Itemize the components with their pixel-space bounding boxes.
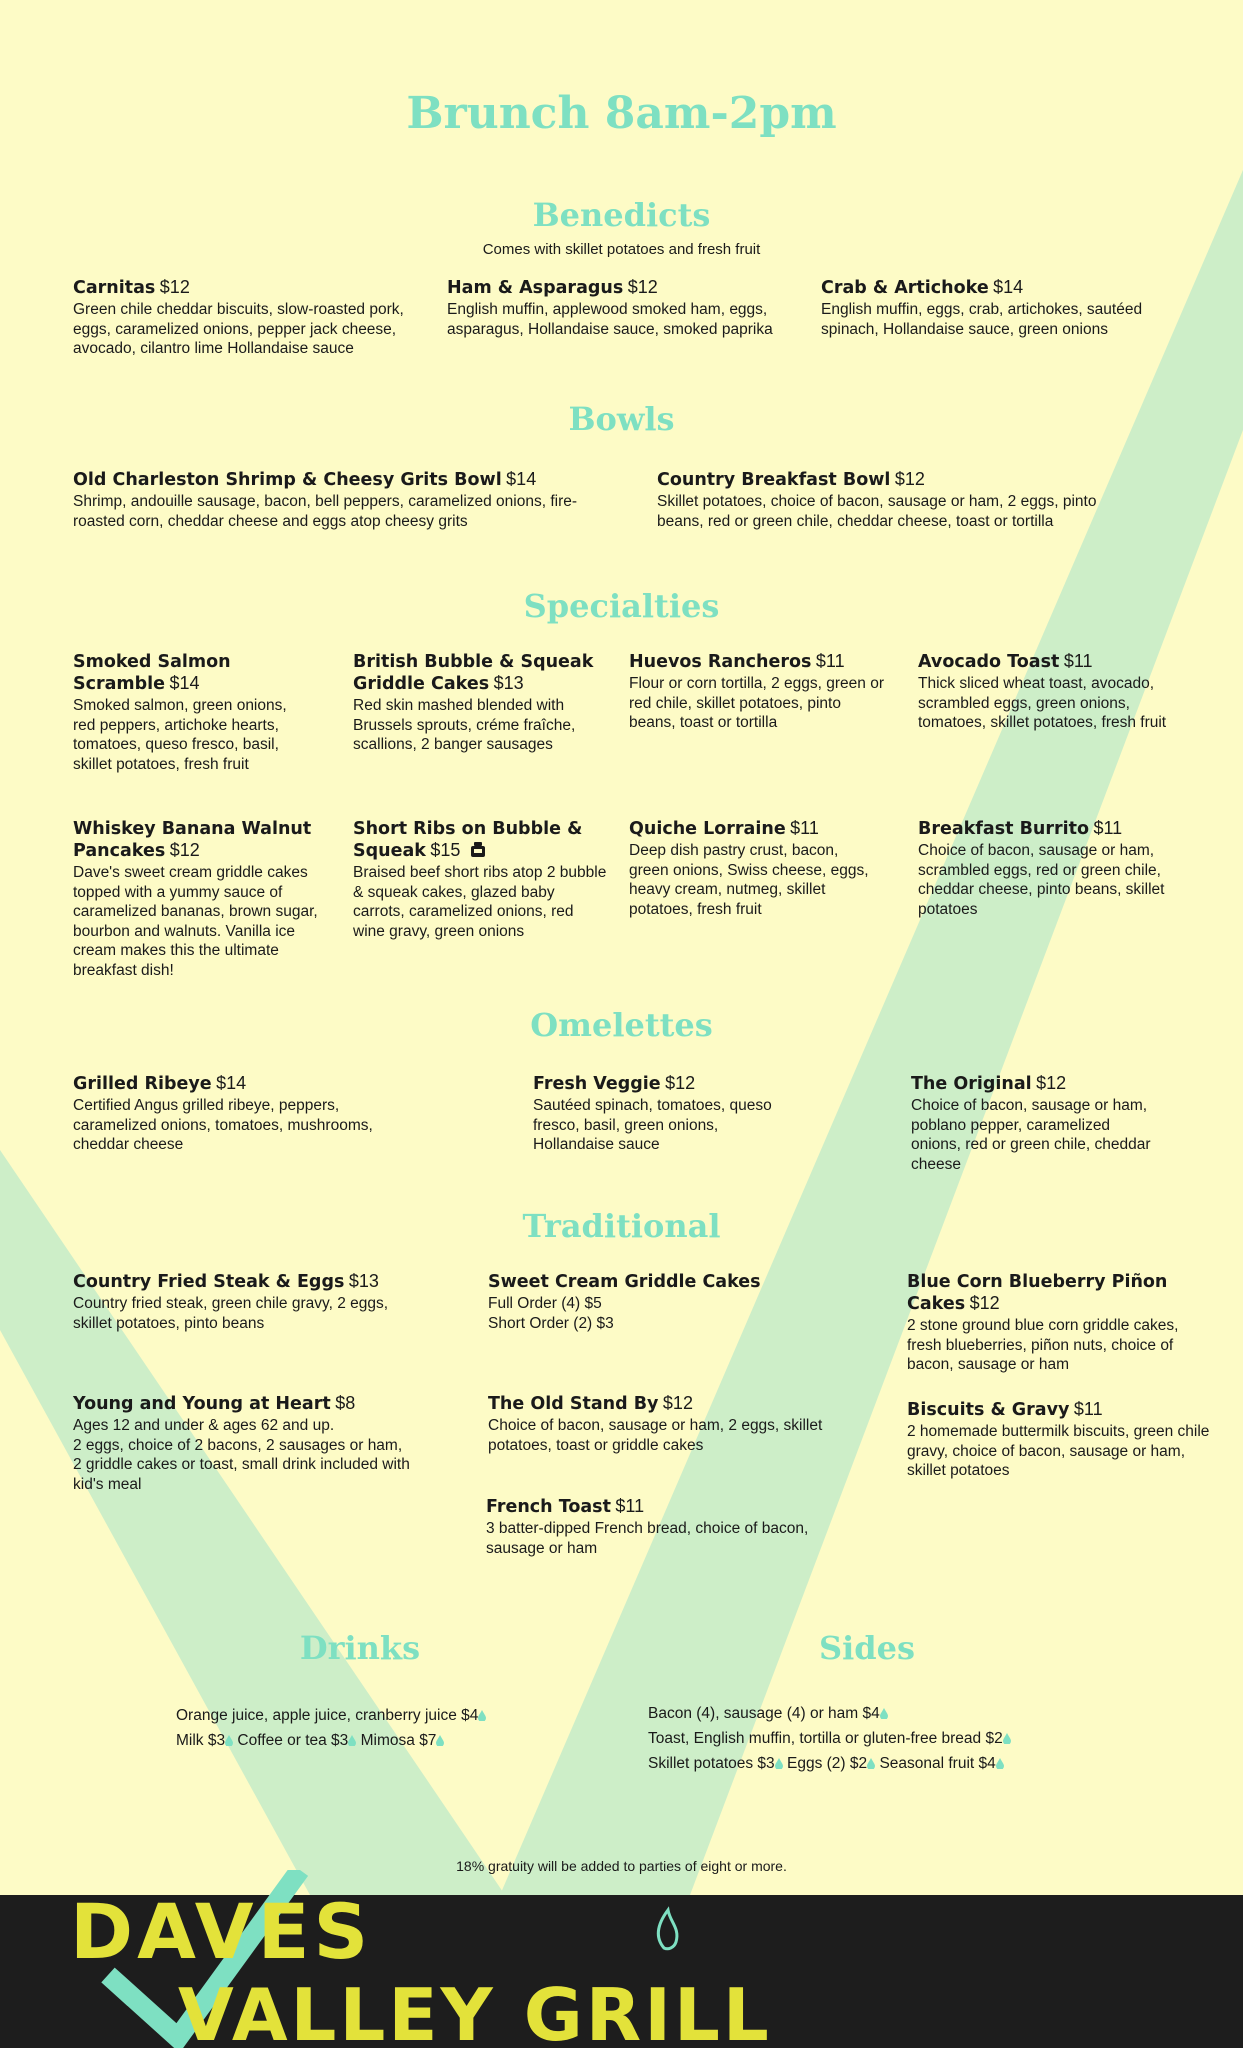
drinks-juice: Orange juice, apple juice, cranberry juice $4 <box>176 1707 479 1724</box>
item-price: $12 <box>169 840 200 860</box>
section-title-omelettes: Omelettes <box>530 1006 713 1044</box>
item-description: Skillet potatoes, choice of bacon, sausage or ham, 2 eggs, pinto beans, red or green chile, cheddar cheese, toast or tortilla <box>657 493 1097 530</box>
item-description: 2 stone ground blue corn griddle cakes, fresh blueberries, piñon nuts, choice of bacon, sausage or ham <box>907 1317 1179 1373</box>
menu-item-blue-corn-pinon-cakes <box>907 1271 1207 1375</box>
item-name: Carnitas <box>73 278 156 298</box>
item-name: Huevos Rancheros <box>629 652 812 672</box>
page-title: Brunch 8am-2pm <box>406 88 837 139</box>
item-description: Flour or corn tortilla, 2 eggs, green or red chile, skillet potatoes, pinto beans, toast or tortilla <box>629 675 885 731</box>
item-name: The Original <box>911 1074 1032 1094</box>
item-description: English muffin, eggs, crab, artichokes, sautéed spinach, Hollandaise sauce, green onions <box>821 301 1143 338</box>
menu-item-country-fried-steak <box>73 1271 413 1333</box>
item-description: Choice of bacon, sausage or ham, 2 eggs, skillet potatoes, toast or griddle cakes <box>488 1417 823 1454</box>
drinks-coffee: Coffee or tea $3 <box>237 1732 349 1749</box>
section-title-traditional: Traditional <box>522 1207 721 1245</box>
item-price: $12 <box>894 469 925 489</box>
item-description: Thick sliced wheat toast, avocado, scrambled eggs, green onions, tomatoes, skillet potatoes, fresh fruit <box>918 675 1167 731</box>
item-name: Biscuits & Gravy <box>907 1400 1070 1420</box>
item-description: Sautéed spinach, tomatoes, queso fresco, basil, green onions, Hollandaise sauce <box>533 1097 772 1153</box>
menu-item-carnitas <box>73 277 433 359</box>
item-description: 2 homemade buttermilk biscuits, green chile gravy, choice of bacon, sausage or ham, skillet potatoes <box>907 1423 1210 1479</box>
item-description: English muffin, applewood smoked ham, eggs, asparagus, Hollandaise sauce, smoked paprika <box>447 301 773 338</box>
item-description: Deep dish pastry crust, bacon, green onions, Swiss cheese, eggs, heavy cream, nutmeg, skillet potatoes, fresh fruit <box>629 842 869 918</box>
menu-item-old-stand-by <box>488 1393 858 1455</box>
menu-item-smoked-salmon-scramble <box>73 651 313 774</box>
item-price: $11 <box>815 651 845 671</box>
item-price: $12 <box>969 1293 1000 1313</box>
item-price: $12 <box>627 277 658 297</box>
item-name: Old Charleston Shrimp & Cheesy Grits Bowl <box>73 470 502 490</box>
menu-item-sweet-cream-griddle-cakes <box>488 1271 828 1333</box>
benedicts-note: Comes with skillet potatoes and fresh fruit <box>482 241 761 258</box>
menu-item-country-breakfast-bowl <box>657 469 1127 531</box>
section-title-sides: Sides <box>818 1629 915 1667</box>
menu-item-quiche-lorraine <box>629 818 869 919</box>
sides-line-1 <box>648 1705 888 1723</box>
item-name: Grilled Ribeye <box>73 1074 212 1094</box>
sides-breads: Toast, English muffin, tortilla or gluten-free bread $2 <box>648 1730 1003 1747</box>
drop-icon <box>348 1735 356 1746</box>
drinks-line-1 <box>176 1707 486 1725</box>
item-description: Choice of bacon, sausage or ham, scrambled eggs, red or green chile, cheddar cheese, pinto beans, skillet potatoes <box>918 842 1165 918</box>
section-title-drinks: Drinks <box>299 1629 421 1667</box>
drop-icon <box>867 1758 875 1769</box>
drinks-milk: Milk $3 <box>176 1732 226 1749</box>
item-name: Country Fried Steak & Eggs <box>73 1272 345 1292</box>
drop-icon <box>436 1735 444 1746</box>
daves-valley-grill-logo <box>0 1870 1243 2048</box>
item-price: $11 <box>615 1496 645 1516</box>
drinks-mimosa: Mimosa $7 <box>360 1732 437 1749</box>
item-name: French Toast <box>486 1497 611 1517</box>
item-description: Country fried steak, green chile gravy, 2 eggs, skillet potatoes, pinto beans <box>73 1295 389 1332</box>
item-name: Quiche Lorraine <box>629 819 786 839</box>
item-price: $13 <box>348 1271 379 1291</box>
item-description: Ages 12 and under & ages 62 and up. 2 eggs, choice of 2 bacons, 2 sausages or ham, 2 griddle cakes or toast, small drink included with kid's meal <box>73 1417 410 1493</box>
item-price: $14 <box>506 469 537 489</box>
item-price: $11 <box>1093 818 1123 838</box>
item-price: $12 <box>159 277 190 297</box>
item-price: $14 <box>169 673 200 693</box>
menu-item-avocado-toast <box>918 651 1178 733</box>
drop-icon <box>880 1708 888 1719</box>
drop-icon <box>478 1710 486 1721</box>
item-price: $11 <box>1063 651 1093 671</box>
item-name: Whiskey Banana Walnut Pancakes <box>73 819 312 861</box>
menu-item-ham-asparagus <box>447 277 797 339</box>
menu-item-bubble-squeak-cakes <box>353 651 618 755</box>
flame-icon <box>658 1910 677 1949</box>
section-title-benedicts: Benedicts <box>532 196 711 234</box>
drop-icon <box>225 1735 233 1746</box>
menu-item-fresh-veggie <box>533 1073 793 1155</box>
drop-icon <box>1003 1733 1011 1744</box>
section-title-bowls: Bowls <box>568 400 675 438</box>
item-description: Green chile cheddar biscuits, slow-roasted pork, eggs, caramelized onions, pepper jack cheese, avocado, cilantro lime Hollandaise sauce <box>73 301 404 357</box>
menu-item-young-at-heart <box>73 1393 413 1494</box>
pot-icon <box>468 840 488 860</box>
section-title-specialties: Specialties <box>523 587 720 625</box>
logo-line-2: VALLEY GRILL <box>178 1973 772 2048</box>
menu-item-shrimp-grits-bowl <box>73 469 593 531</box>
drinks-line-2 <box>176 1732 444 1750</box>
item-name: British Bubble & Squeak Griddle Cakes <box>353 652 594 694</box>
item-name: Fresh Veggie <box>533 1074 661 1094</box>
item-name: Ham & Asparagus <box>447 278 624 298</box>
item-name: Country Breakfast Bowl <box>657 470 891 490</box>
item-name: Young and Young at Heart <box>73 1394 331 1414</box>
item-name: Sweet Cream Griddle Cakes <box>488 1272 761 1292</box>
menu-item-breakfast-burrito <box>918 818 1178 919</box>
item-name: Breakfast Burrito <box>918 819 1090 839</box>
menu-item-whiskey-banana-pancakes <box>73 818 333 980</box>
item-price: $14 <box>216 1073 247 1093</box>
item-description: Braised beef short ribs atop 2 bubble & squeak cakes, glazed baby carrots, caramelized onions, red wine gravy, green onions <box>353 864 607 940</box>
item-description: Smoked salmon, green onions, red peppers, artichoke hearts, tomatoes, queso fresco, basil, skillet potatoes, fresh fruit <box>73 697 287 773</box>
item-description: Certified Angus grilled ribeye, peppers, caramelized onions, tomatoes, mushrooms, cheddar cheese <box>73 1097 373 1153</box>
item-price: $11 <box>1073 1399 1103 1419</box>
item-description: Dave's sweet cream griddle cakes topped with a yummy sauce of caramelized bananas, brown sugar, bourbon and walnuts. Vanilla ice cream makes this the ultimate breakfast dish! <box>73 864 318 979</box>
gratuity-note: 18% gratuity will be added to parties of eight or more. <box>456 1858 787 1874</box>
item-description: Red skin mashed blended with Brussels sprouts, créme fraîche, scallions, 2 banger sausages <box>353 697 576 753</box>
item-price: $14 <box>993 277 1024 297</box>
logo-line-1: DAVES <box>70 1887 373 1976</box>
sides-eggs: Eggs (2) $2 <box>786 1755 868 1772</box>
drop-icon <box>996 1758 1004 1769</box>
item-price: $15 <box>430 840 461 860</box>
item-description: Choice of bacon, sausage or ham, poblano pepper, caramelized onions, red or green chile, cheddar cheese <box>911 1097 1151 1173</box>
item-price: $12 <box>1036 1073 1067 1093</box>
item-name: Short Ribs on Bubble & Squeak <box>353 819 583 861</box>
item-description: 3 batter-dipped French bread, choice of bacon, sausage or ham <box>486 1520 809 1557</box>
item-price: $8 <box>335 1393 356 1413</box>
sides-line-2 <box>648 1730 1011 1748</box>
item-description: Shrimp, andouille sausage, bacon, bell peppers, caramelized onions, fire-roasted corn, cheddar cheese and eggs atop cheesy grits <box>73 493 578 530</box>
sides-potatoes: Skillet potatoes $3 <box>648 1755 775 1772</box>
item-name: Smoked Salmon Scramble <box>73 652 231 694</box>
menu-item-grilled-ribeye <box>73 1073 373 1155</box>
sides-meats: Bacon (4), sausage (4) or ham $4 <box>648 1705 880 1722</box>
item-description: Full Order (4) $5 Short Order (2) $3 <box>488 1295 614 1332</box>
sides-fruit: Seasonal fruit $4 <box>879 1755 996 1772</box>
item-name: Blue Corn Blueberry Piñon Cakes <box>907 1272 1168 1314</box>
item-name: Avocado Toast <box>918 652 1060 672</box>
menu-item-the-original <box>911 1073 1161 1174</box>
item-price: $12 <box>665 1073 696 1093</box>
item-name: Crab & Artichoke <box>821 278 989 298</box>
menu-item-crab-artichoke <box>821 277 1176 339</box>
menu-item-short-ribs <box>353 818 608 941</box>
item-price: $11 <box>790 818 819 838</box>
drop-icon <box>775 1758 783 1769</box>
menu-item-huevos-rancheros <box>629 651 884 733</box>
sides-line-3 <box>648 1755 1004 1773</box>
item-name: The Old Stand By <box>488 1394 659 1414</box>
item-price: $12 <box>662 1393 693 1413</box>
item-price: $13 <box>493 673 524 693</box>
menu-item-biscuits-gravy <box>907 1399 1217 1481</box>
menu-item-french-toast <box>486 1496 846 1558</box>
